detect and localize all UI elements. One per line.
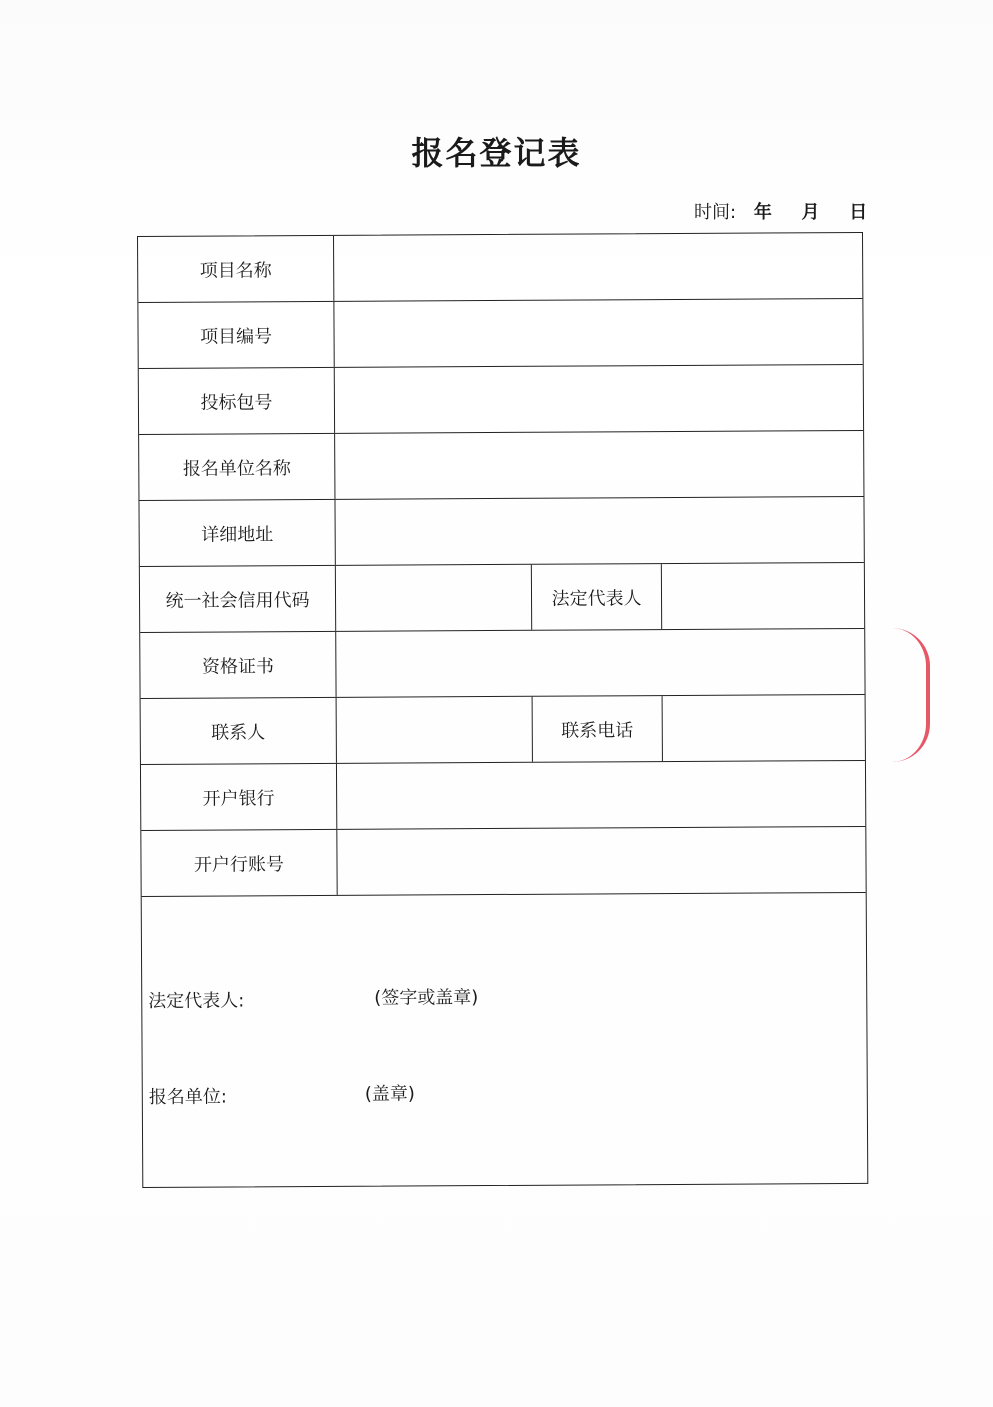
label-bank-account: 开户行账号 — [141, 830, 337, 896]
form-row — [141, 695, 865, 765]
field-legal-rep[interactable] — [662, 563, 864, 629]
form-row — [140, 629, 864, 699]
date-month: 月 — [801, 202, 820, 223]
legal-rep-signature-label: 法定代表人: — [148, 990, 245, 1012]
signature-area — [142, 893, 868, 1187]
form-row — [141, 761, 865, 831]
form-row — [139, 365, 863, 435]
field-contact[interactable] — [337, 697, 533, 763]
label-legal-rep: 法定代表人 — [532, 564, 662, 630]
date-year: 年 — [753, 202, 772, 223]
legal-rep-signature-note: (签字或盖章) — [374, 987, 479, 1009]
field-project-number[interactable] — [334, 299, 862, 367]
registration-form — [137, 232, 868, 1188]
field-credit-code[interactable] — [336, 565, 532, 631]
label-credit-code: 统一社会信用代码 — [140, 566, 336, 632]
form-row — [141, 827, 865, 897]
date-label: 时间: — [694, 202, 737, 223]
label-qualification: 资格证书 — [140, 632, 336, 698]
date-line — [694, 198, 891, 224]
form-row — [138, 299, 862, 369]
form-row — [139, 431, 863, 501]
form-row — [138, 233, 862, 303]
label-applicant-name: 报名单位名称 — [139, 434, 335, 500]
field-address[interactable] — [335, 497, 863, 565]
form-row — [139, 497, 863, 567]
field-qualification[interactable] — [336, 629, 864, 697]
label-contact: 联系人 — [141, 698, 337, 764]
field-bid-package[interactable] — [335, 365, 863, 433]
field-contact-phone[interactable] — [663, 695, 865, 761]
field-project-name[interactable] — [334, 233, 862, 301]
date-day: 日 — [849, 202, 868, 223]
label-bid-package: 投标包号 — [139, 368, 335, 434]
label-contact-phone: 联系电话 — [533, 696, 663, 762]
form-row — [140, 563, 864, 633]
document-title: 报名登记表 — [411, 134, 582, 172]
field-bank[interactable] — [337, 761, 865, 829]
red-seal-stamp — [892, 628, 930, 762]
label-bank: 开户银行 — [141, 764, 337, 830]
field-applicant-name[interactable] — [335, 431, 863, 499]
label-project-number: 项目编号 — [138, 302, 334, 368]
label-address: 详细地址 — [139, 500, 335, 566]
field-bank-account[interactable] — [337, 827, 865, 895]
label-project-name: 项目名称 — [138, 236, 334, 302]
unit-seal-label: 报名单位: — [148, 1086, 227, 1108]
unit-seal-note: (盖章) — [364, 1083, 415, 1105]
